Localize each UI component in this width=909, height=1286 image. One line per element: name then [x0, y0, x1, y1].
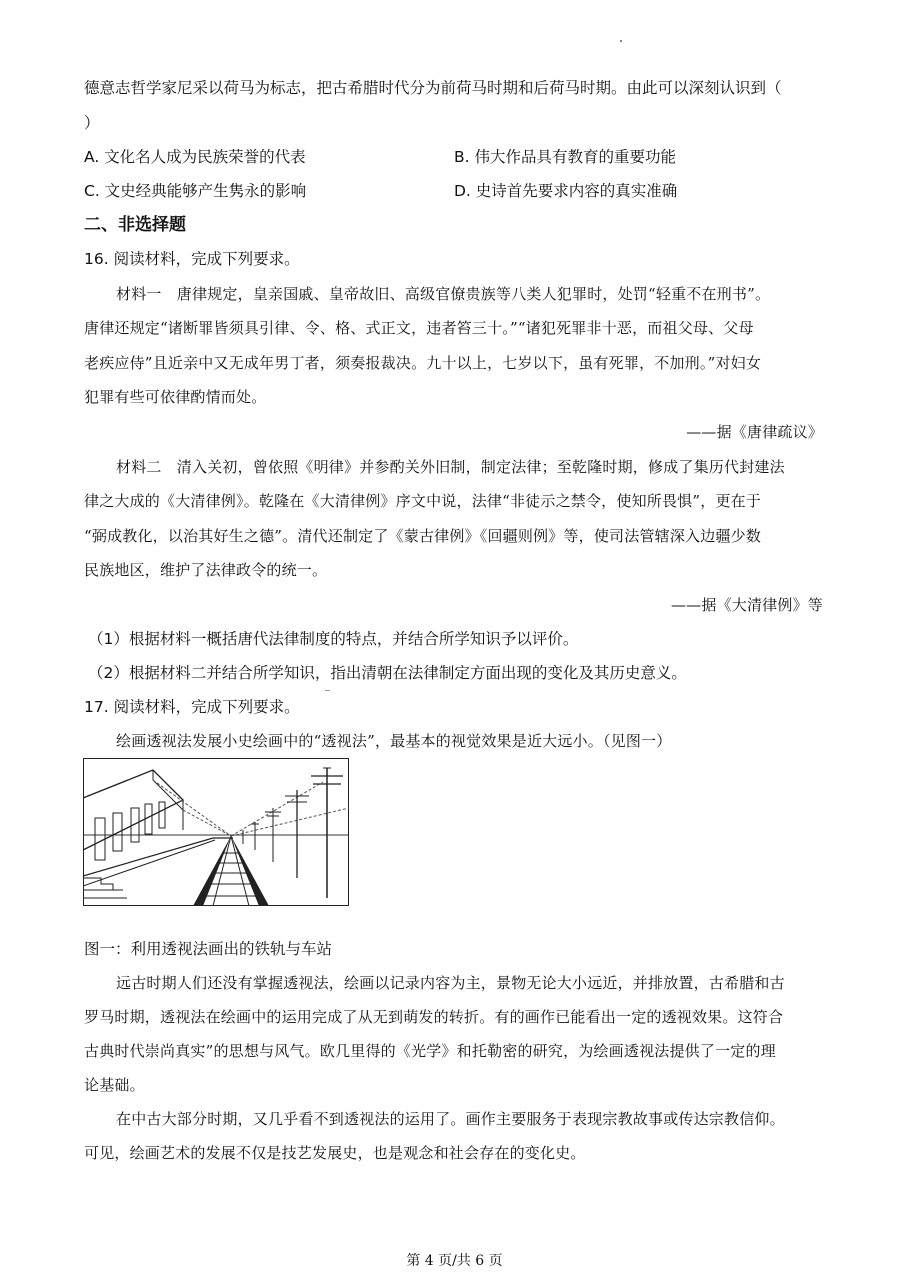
q15-option-c: C. 文史经典能够产生隽永的影响 [84, 182, 307, 200]
q15-stem-line1: 德意志哲学家尼采以荷马为标志，把古希腊时代分为前荷马时期和后荷马时期。由此可以深刻认识到（ [84, 79, 782, 97]
q17-para1-line: 古典时代崇尚真实”的思想与风气。欧几里得的《光学》和托勒密的研究，为绘画透视法提供了一定的理 [84, 1042, 776, 1060]
q16-source2: ——据《大清律例》等 [670, 596, 823, 614]
q16-material2-line: 律之大成的《大清律例》。乾隆在《大清律例》序文中说，法律“非徒示之禁令，使知所畏惧”，更在于 [84, 492, 762, 510]
section-title: 二、非选择题 [84, 215, 186, 235]
q16-sub2: （2）根据材料二并结合所学知识，指出清朝在法律制定方面出现的变化及其历史意义。 [88, 664, 687, 682]
page-footer: 第 4 页/共 6 页 [406, 1253, 503, 1269]
q17-para2-line: 可见，绘画艺术的发展不仅是技艺发展史，也是观念和社会存在的变化史。 [84, 1144, 586, 1162]
q15-option-b: B. 伟大作品具有教育的重要功能 [454, 148, 676, 166]
q17-stem: 17. 阅读材料，完成下列要求。 [84, 698, 300, 716]
q17-para2-line: 在中古大部分时期，又几乎看不到透视法的运用了。画作主要服务于表现宗教故事或传达宗教信仰。 [116, 1110, 785, 1128]
q16-material2-line: 材料二 清入关初，曾依照《明律》并参酌关外旧制，制定法律；至乾隆时期，修成了集历代封建法 [116, 458, 785, 476]
q15-option-a: A. 文化名人成为民族荣誉的代表 [84, 148, 306, 166]
q16-material1-line: 老疾应侍”且近亲中又无成年男丁者，须奏报裁决。九十以上，七岁以下，虽有死罪，不加刑。”对妇女 [84, 354, 762, 372]
q16-material2-line: 民族地区，维护了法律政令的统一。 [84, 561, 328, 579]
q16-source1: ——据《唐律疏议》 [686, 423, 823, 441]
q17-intro: 绘画透视法发展小史绘画中的“透视法”，最基本的视觉效果是近大远小。（见图一） [116, 732, 672, 750]
q17-para1-line: 论基础。 [84, 1076, 145, 1094]
railway-station-perspective-icon [83, 758, 349, 906]
q16-material2-line: “弼成教化，以治其好生之德”。清代还制定了《蒙古律例》《回疆则例》等，使司法管辖深入边疆少数 [84, 527, 762, 545]
q17-para1-line: 远古时期人们还没有掌握透视法，绘画以记录内容为主，景物无论大小远近，并排放置，古希腊和古 [116, 974, 785, 992]
q16-material1-line: 材料一 唐律规定，皇亲国戚、皇帝故旧、高级官僚贵族等八类人犯罪时，处罚“轻重不在刑书”。 [116, 285, 771, 303]
q16-sub1: （1）根据材料一概括唐代法律制度的特点，并结合所学知识予以评价。 [88, 630, 579, 648]
scan-dot [620, 40, 622, 42]
q16-stem: 16. 阅读材料，完成下列要求。 [84, 250, 300, 268]
q15-stem-line2: ） [84, 114, 100, 132]
scan-mark [325, 690, 330, 691]
q16-material1-line: 犯罪有些可依律酌情而处。 [84, 388, 267, 406]
q16-material1-line: 唐律还规定“诸断罪皆须具引律、令、格、式正文，违者笞三十。”“诸犯死罪非十恶，而祖父母、父母 [84, 319, 754, 337]
q17-para1-line: 罗马时期，透视法在绘画中的运用完成了从无到萌发的转折。有的画作已能看出一定的透视效果。这符合 [84, 1008, 784, 1026]
perspective-figure [83, 758, 349, 906]
q15-option-d: D. 史诗首先要求内容的真实准确 [454, 182, 678, 200]
figure-caption: 图一：利用透视法画出的铁轨与车站 [84, 940, 333, 958]
